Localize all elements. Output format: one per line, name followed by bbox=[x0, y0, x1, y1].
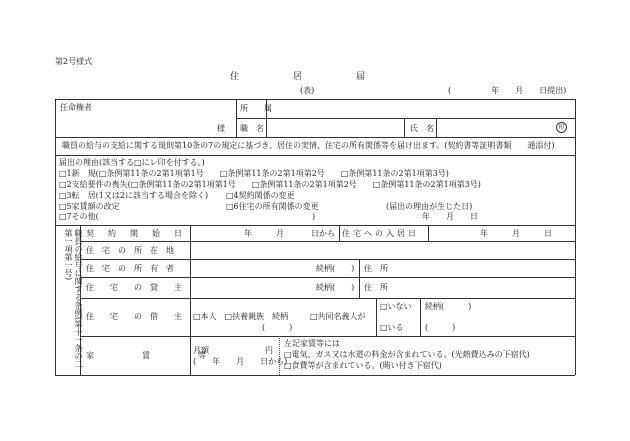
rule bbox=[236, 118, 575, 119]
co-holder-relation: 続柄( ) bbox=[425, 302, 472, 311]
form-subtitle: (表) bbox=[300, 86, 315, 95]
reason-new[interactable]: □1新 規(□条例第11条の2第1項第1号 □条例第11条の2第1項第2号 □条例第11条の2第1項第3号) bbox=[59, 169, 449, 178]
rule bbox=[55, 99, 575, 100]
co-holder-label: □共同名義人が bbox=[310, 312, 366, 321]
rule bbox=[80, 241, 575, 242]
lender-address-label: 住 所 bbox=[364, 283, 388, 292]
dotted-divider bbox=[279, 336, 280, 375]
owner-label: 住 宅 の 所 有 者 bbox=[86, 264, 174, 273]
rule bbox=[428, 225, 429, 241]
appointer-label: 任命権者 bbox=[60, 103, 92, 112]
rent-note-heading: 左記家賃等には bbox=[284, 339, 340, 348]
reason-date: 年 月 日 bbox=[422, 212, 478, 221]
co-holder-paren: ( ) bbox=[425, 323, 456, 332]
rent-note-utilities[interactable]: □電気、ガス又は水道の料金が含まれている。(光熱費込みの下宿代) bbox=[284, 350, 530, 359]
rule bbox=[55, 155, 575, 156]
rule bbox=[236, 99, 237, 137]
move-in-label: 住宅への入居日 bbox=[342, 229, 419, 238]
rule bbox=[80, 277, 575, 278]
reason-ownership-change[interactable]: □6住宅の所有関係の変更 bbox=[226, 202, 319, 211]
reason-other[interactable]: □7その他( bbox=[59, 212, 99, 221]
rent-label: 家 賃 等 bbox=[86, 351, 206, 360]
reason-heading: 届出の理由(該当する□にレ印を付する。) bbox=[59, 158, 205, 167]
affiliation-label: 所 属 bbox=[240, 104, 272, 113]
rule bbox=[359, 259, 360, 298]
rule bbox=[55, 225, 575, 226]
side-label: 職員の給与に関する条例(第十一条の二第一項第一号) bbox=[64, 229, 83, 369]
owner-address-label: 住 所 bbox=[364, 264, 388, 273]
submission-date: ( 年 月 日提出) bbox=[448, 86, 567, 95]
reason-other-close: ) bbox=[312, 212, 316, 221]
rent-monthly: 月額 円 bbox=[193, 346, 273, 355]
reason-move[interactable]: □3転 居(1又は2に該当する場合を除く) bbox=[59, 191, 209, 200]
rule bbox=[80, 336, 575, 337]
reason-loss[interactable]: □2支給要件の喪失(□条例第11条の2第1項第1号 □条例第11条の2第1項第2号 □条例第11条の2第1項第3号) bbox=[59, 180, 481, 189]
sama-label: 様 bbox=[217, 124, 225, 133]
position-label: 職 名 bbox=[240, 124, 264, 133]
rule bbox=[55, 375, 575, 376]
borrower-label: 住 宅 の 借 主 bbox=[86, 312, 182, 321]
rule bbox=[376, 298, 377, 336]
reason-rent-revision[interactable]: □5家賃額の改定 bbox=[59, 202, 120, 211]
rent-note-meals[interactable]: □食費等が含まれている。(賄い付き下宿代) bbox=[284, 361, 442, 370]
declaration-text: 職員の給与の支給に関する規則第10条の7の規定に基づき、居住の実情、住宅の所有関係等を届け出ます。(契約書等証明書類 通添付) bbox=[62, 141, 555, 150]
owner-relation: 続柄( ) bbox=[316, 264, 355, 273]
rule bbox=[55, 99, 56, 375]
move-in-date: 年 月 日 bbox=[480, 229, 552, 238]
rule bbox=[55, 137, 575, 138]
rule bbox=[80, 298, 575, 299]
rule bbox=[404, 118, 405, 137]
reason-contract-change[interactable]: □4契約関係の変更 bbox=[226, 191, 295, 200]
rule bbox=[436, 118, 437, 137]
rule bbox=[80, 259, 575, 260]
rule bbox=[420, 298, 421, 336]
name-label: 氏 名 bbox=[410, 124, 434, 133]
reason-date-caption: (届出の理由が生じた日) bbox=[386, 202, 473, 211]
form-title: 住 居 届 bbox=[230, 72, 366, 82]
contract-start-ym: 年 月 bbox=[244, 229, 284, 238]
borrower-paren: ( ) bbox=[262, 323, 293, 332]
form-number: 第2号様式 bbox=[55, 57, 93, 66]
location-label: 住 宅 の 所 在 地 bbox=[86, 246, 174, 255]
seal-mark: 印 bbox=[556, 122, 567, 133]
borrower-type[interactable]: □本人 □扶養親族 続柄 bbox=[193, 312, 289, 321]
lender-relation: 続柄( ) bbox=[316, 283, 355, 292]
co-holder-none[interactable]: □いない bbox=[380, 302, 412, 311]
co-holder-exists[interactable]: □いる bbox=[380, 323, 404, 332]
rent-monthly-from: ( 年 月 日から) bbox=[193, 357, 288, 366]
contract-start-label: 契 約 開 始 日 bbox=[86, 229, 185, 238]
contract-start-from: 日から bbox=[311, 229, 335, 238]
rule bbox=[575, 99, 576, 375]
lender-label: 住 宅 の 貸 主 bbox=[86, 283, 182, 292]
rule bbox=[339, 225, 340, 241]
